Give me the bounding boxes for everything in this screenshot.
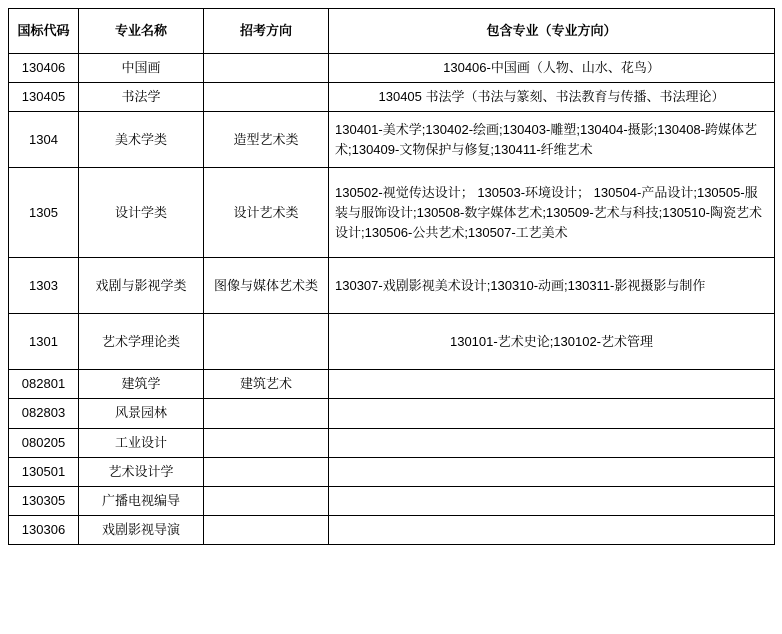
cell-major-name: 建筑学 xyxy=(79,370,204,399)
cell-included-majors xyxy=(329,399,775,428)
cell-code: 1304 xyxy=(9,112,79,168)
table-row xyxy=(9,457,775,486)
cell-included-majors xyxy=(329,486,775,515)
table-row xyxy=(9,486,775,515)
table-header-row xyxy=(9,9,775,54)
cell-included-majors xyxy=(329,428,775,457)
majors-table xyxy=(8,8,775,545)
table-row xyxy=(9,428,775,457)
cell-direction: 建筑艺术 xyxy=(204,370,329,399)
cell-code: 1301 xyxy=(9,314,79,370)
table-header xyxy=(9,9,775,54)
cell-code: 130501 xyxy=(9,457,79,486)
table-body xyxy=(9,54,775,545)
cell-included-majors xyxy=(329,457,775,486)
cell-included-majors xyxy=(329,515,775,544)
cell-major-name: 设计学类 xyxy=(79,168,204,258)
cell-major-name: 戏剧与影视学类 xyxy=(79,258,204,314)
cell-direction xyxy=(204,457,329,486)
cell-included-majors xyxy=(329,370,775,399)
table-row xyxy=(9,112,775,168)
cell-direction xyxy=(204,515,329,544)
cell-major-name: 艺术学理论类 xyxy=(79,314,204,370)
cell-direction xyxy=(204,428,329,457)
cell-included-majors: 130401-美术学;130402-绘画;130403-雕塑;130404-摄影;130408-跨媒体艺术;130409-文物保护与修复;130411-纤维艺术 xyxy=(329,112,775,168)
cell-direction xyxy=(204,399,329,428)
cell-direction: 造型艺术类 xyxy=(204,112,329,168)
cell-direction xyxy=(204,54,329,83)
table-row xyxy=(9,314,775,370)
cell-major-name: 美术学类 xyxy=(79,112,204,168)
cell-code: 130306 xyxy=(9,515,79,544)
cell-code: 080205 xyxy=(9,428,79,457)
cell-direction xyxy=(204,486,329,515)
cell-major-name: 工业设计 xyxy=(79,428,204,457)
cell-included-majors: 130406-中国画（人物、山水、花鸟） xyxy=(329,54,775,83)
cell-major-name: 广播电视编导 xyxy=(79,486,204,515)
table-row xyxy=(9,258,775,314)
cell-direction: 设计艺术类 xyxy=(204,168,329,258)
column-header-included-majors: 包含专业（专业方向） xyxy=(329,9,775,54)
cell-major-name: 书法学 xyxy=(79,83,204,112)
cell-included-majors: 130502-视觉传达设计； 130503-环境设计； 130504-产品设计;130505-服装与服饰设计;130508-数字媒体艺术;130509-艺术与科技;130510-陶瓷艺术设计;130506-公共艺术;130507-工艺美术 xyxy=(329,168,775,258)
cell-included-majors: 130405 书法学（书法与篆刻、书法教育与传播、书法理论） xyxy=(329,83,775,112)
table-row xyxy=(9,399,775,428)
table-row xyxy=(9,515,775,544)
column-header-major-name: 专业名称 xyxy=(79,9,204,54)
cell-code: 1305 xyxy=(9,168,79,258)
cell-code: 082801 xyxy=(9,370,79,399)
cell-direction: 图像与媒体艺术类 xyxy=(204,258,329,314)
cell-code: 130305 xyxy=(9,486,79,515)
cell-code: 082803 xyxy=(9,399,79,428)
column-header-direction: 招考方向 xyxy=(204,9,329,54)
cell-code: 130405 xyxy=(9,83,79,112)
cell-major-name: 风景园林 xyxy=(79,399,204,428)
cell-direction xyxy=(204,314,329,370)
cell-major-name: 艺术设计学 xyxy=(79,457,204,486)
cell-code: 1303 xyxy=(9,258,79,314)
cell-included-majors: 130101-艺术史论;130102-艺术管理 xyxy=(329,314,775,370)
column-header-code: 国标代码 xyxy=(9,9,79,54)
cell-direction xyxy=(204,83,329,112)
table-row xyxy=(9,83,775,112)
cell-code: 130406 xyxy=(9,54,79,83)
cell-major-name: 中国画 xyxy=(79,54,204,83)
cell-major-name: 戏剧影视导演 xyxy=(79,515,204,544)
table-row xyxy=(9,168,775,258)
table-row xyxy=(9,370,775,399)
cell-included-majors: 130307-戏剧影视美术设计;130310-动画;130311-影视摄影与制作 xyxy=(329,258,775,314)
table-row xyxy=(9,54,775,83)
